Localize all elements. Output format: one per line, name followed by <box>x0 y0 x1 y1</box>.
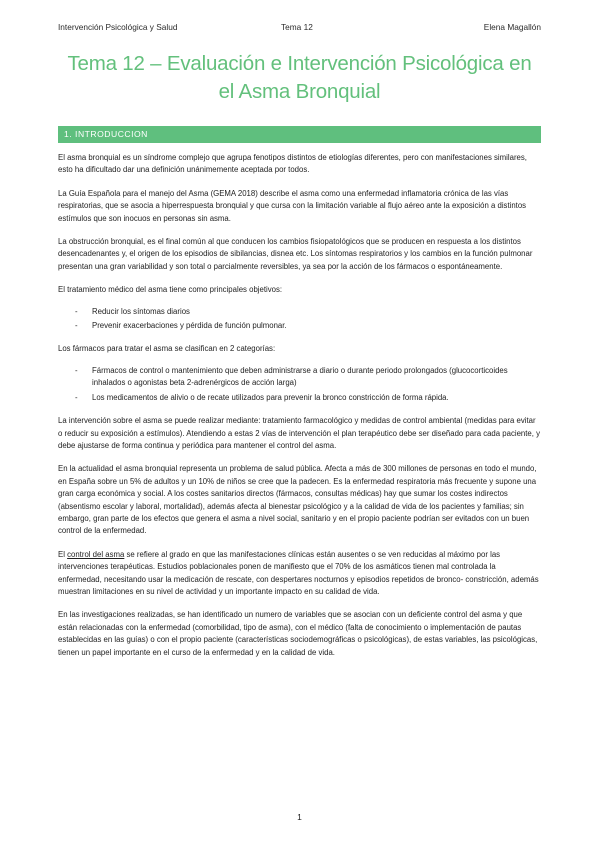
paragraph: La intervención sobre el asma se puede realizar mediante: tratamiento farmacológico y medidas de control ambiental (medidas para evitar o reducir su exposición a estímulos). Atendiendo a estas 2 vías de intervención el plan terapéutico debe ser diseñado para cada paciente, y debe ajustarse de forma continua y periódica para mantener el control del asma. <box>58 416 540 450</box>
asthma-control-term: control del asma <box>67 549 125 559</box>
bullet-dash-icon: - <box>75 392 78 402</box>
bullet-dash-icon: - <box>75 365 78 375</box>
page-header <box>58 22 541 36</box>
page-title: Tema 12 – Evaluación e Intervención Psicológica en el Asma Bronquial <box>67 52 532 103</box>
bullet-dash-icon: - <box>75 306 78 316</box>
paragraph: En las investigaciones realizadas, se han identificado un numero de variables que se asocian con un deficiente control del asma y que están relacionadas con la enfermedad (comorbilidad, tipo de asma), con el médico (falta de conocimiento o implementación de pautas establecidas en las guías) o con el propio paciente (características sociodemográficas o psicológicas), de estas variables, las psicológicas, tienen un papel importante en el curso de la enfermedad y en la calidad de vida. <box>58 610 538 657</box>
list-item-text: Reducir los síntomas diarios <box>92 306 190 316</box>
list-item <box>58 320 541 332</box>
list-item <box>58 365 541 390</box>
list-item <box>58 392 541 404</box>
paragraph: La obstrucción bronquial, es el final común al que conducen los cambios fisiopatológicos que se producen en respuesta a los distintos desencadenantes y, el origen de los episodios de sibilancias, disnea etc. Los síntomas respiratorios y los cambios en la función pulmonar presentan una gran variabilidad y son total o parcialmente reversibles, ya sea por la acción de los fármacos o espontáneamente. <box>58 237 533 271</box>
paragraph-lead: El <box>58 549 68 559</box>
paragraph: La Guía Española para el manejo del Asma (GEMA 2018) describe el asma como una enfermedad inflamatoria crónica de las vías respiratorias, que se asocia a hiperrespuesta bronquial y que cursa con la limitación variable al flujo aéreo ante la exposición a distintos estímulos que son inocuos en personas sin asma. <box>58 188 527 223</box>
paragraph <box>58 549 541 599</box>
paragraph: El tratamiento médico del asma tiene como principales objetivos: <box>58 285 283 295</box>
list-item <box>58 306 541 318</box>
section-heading: 1. INTRODUCCION <box>64 129 148 139</box>
document-body <box>58 152 541 670</box>
paragraph-text: se refiere al grado en que las manifestaciones clínicas están ausentes o se ven reducidas al máximo por las intervenciones terapéuticas. Estudios poblacionales ponen de manifiesto que el 70% de los asmáticos tienen mal controlada la enfermedad, necesitando usar la medicación de rescate, con despertares nocturnos y episodios repetidos de bronco- constricción, además muestran limitaciones en su nivel de actividad y un importante impacto en su calidad de vida. <box>58 549 539 596</box>
list-item-text: Fármacos de control o mantenimiento que deben administrarse a diario o durante periodo prolongados (glucocorticoides inhalados o agonistas beta 2-adrenérgicos de acción larga) <box>92 365 508 388</box>
header-topic: Tema 12 <box>281 22 313 32</box>
list-item-text: Prevenir exacerbaciones y pérdida de función pulmonar. <box>92 321 287 331</box>
paragraph: El asma bronquial es un síndrome complejo que agrupa fenotipos distintos de etiologías diferentes, pero con manifestaciones similares, esto ha dificultado dar una definición unánimemente aceptada por todos. <box>58 153 527 175</box>
paragraph: En la actualidad el asma bronquial representa un problema de salud pública. Afecta a más de 300 millones de personas en todo el mundo, en España sobre un 5% de adultos y un 10% de niños se cree que la padecen. Es la enfermedad respiratoria más frecuente y supone una gran carga económica y social. A los costes sanitarios directos (fármacos, consultas médicas) hay que sumar los costes indirectos (absentismo escolar y laboral, mortalidad), además afecta al bienestar psicológico y a la calidad de vida de los pacientes y familias; sin embargo, gran parte de los efectos que genera el asma a nivel social, sanitario y en el propio paciente podrían ser evitados con un buen control de la enfermedad. <box>58 464 537 536</box>
page-number: 1 <box>297 812 302 822</box>
drug-categories-list <box>58 365 541 404</box>
objectives-list <box>58 306 541 333</box>
section-heading-bar <box>58 126 541 143</box>
paragraph: Los fármacos para tratar el asma se clasifican en 2 categorías: <box>58 344 276 354</box>
header-course: Intervención Psicológica y Salud <box>58 22 178 32</box>
list-item-text: Los medicamentos de alivio o de recate utilizados para prevenir la bronco constricción de forma rápida. <box>92 392 449 402</box>
header-author: Elena Magallón <box>483 22 541 32</box>
bullet-dash-icon: - <box>75 321 78 331</box>
